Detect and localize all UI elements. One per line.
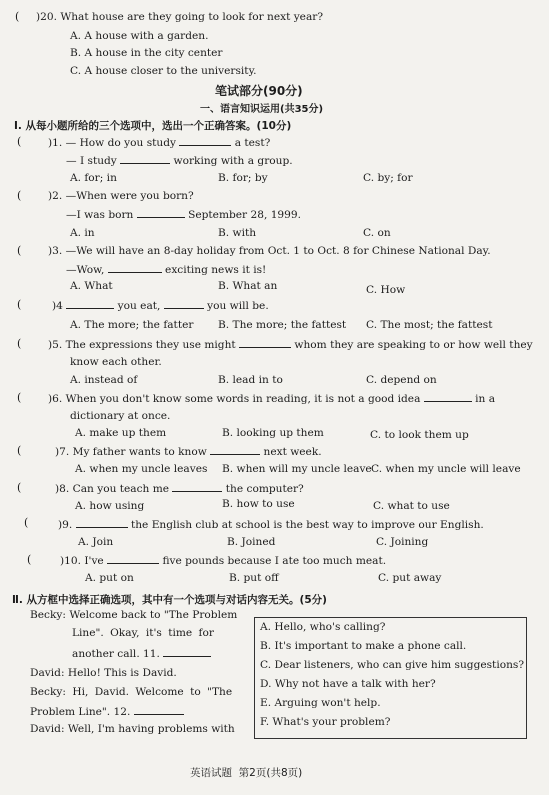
- page-footer: 英语试题 第2页(共8页): [190, 767, 303, 779]
- answer-paren[interactable]: (: [17, 444, 22, 457]
- q9-line1: )9. the English club at school is the best way to improve our English.: [58, 519, 484, 531]
- q20-option-b: B. A house in the city center: [70, 47, 223, 59]
- answer-paren[interactable]: (: [17, 481, 22, 494]
- answer-paren[interactable]: (: [17, 391, 22, 404]
- q8-option-a: A. how using: [75, 500, 145, 512]
- q3-option-c: C. How: [366, 284, 406, 296]
- option-item: D. Why not have a talk with her?: [260, 678, 436, 690]
- q10-option-c: C. put away: [378, 572, 442, 584]
- q9-option-a: A. Join: [78, 536, 114, 548]
- q8-line1: )8. Can you teach me the computer?: [55, 483, 304, 495]
- q6-option-a: A. make up them: [75, 427, 167, 439]
- q7-line1: )7. My father wants to know next week.: [55, 446, 322, 458]
- q20-stem: )20. What house are they going to look for next year?: [36, 11, 324, 23]
- q5-line2: know each other.: [70, 356, 162, 368]
- q1-option-a: A. for; in: [70, 172, 117, 184]
- answer-paren[interactable]: (: [24, 516, 29, 529]
- option-item: C. Dear listeners, who can give him suggestions?: [260, 659, 525, 671]
- answer-paren[interactable]: (: [27, 553, 32, 566]
- dialog-line: Line". Okay, it's time for: [72, 627, 214, 639]
- q4-option-a: A. The more; the fatter: [70, 319, 194, 331]
- q5-line1: )5. The expressions they use might whom they are speaking to or how well they: [48, 339, 533, 351]
- dialog-line: Problem Line". 12.: [30, 705, 184, 718]
- q4-line1: )4 you eat, you will be.: [52, 300, 269, 312]
- q10-line1: )10. I've five pounds because I ate too much meat.: [60, 555, 387, 567]
- q1-option-b: B. for; by: [218, 172, 268, 184]
- subsection-title: 一、语言知识运用(共35分): [200, 104, 324, 115]
- answer-paren[interactable]: (: [17, 244, 22, 257]
- answer-paren[interactable]: (: [17, 337, 22, 350]
- part2-instruction: Ⅱ. 从方框中选择正确选项，其中有一个选项与对话内容无关。(5分): [12, 594, 327, 606]
- q3-line2: —Wow, exciting news it is!: [66, 264, 267, 276]
- option-item: B. It's important to make a phone call.: [260, 640, 467, 652]
- answer-paren[interactable]: (: [17, 135, 22, 148]
- q10-option-b: B. put off: [229, 572, 279, 584]
- dialog-line: David: Well, I'm having problems with: [30, 723, 235, 735]
- q10-option-a: A. put on: [85, 572, 134, 584]
- q1-line2: — I study working with a group.: [66, 155, 293, 167]
- q7-option-c: C. when my uncle will leave: [371, 463, 521, 475]
- q6-option-b: B. looking up them: [222, 427, 324, 439]
- q1-line1: )1. — How do you study a test?: [48, 137, 271, 149]
- q5-option-c: C. depend on: [366, 374, 437, 386]
- q5-option-b: B. lead in to: [218, 374, 283, 386]
- q2-option-a: A. in: [70, 227, 95, 239]
- q1-option-c: C. by; for: [363, 172, 413, 184]
- q7-option-a: A. when my uncle leaves: [75, 463, 208, 475]
- q7-option-b: B. when will my uncle leave: [222, 463, 372, 475]
- option-item: A. Hello, who's calling?: [260, 621, 386, 633]
- q9-option-b: B. Joined: [227, 536, 276, 548]
- q8-option-b: B. how to use: [222, 498, 295, 510]
- q6-option-c: C. to look them up: [370, 429, 469, 441]
- answer-paren[interactable]: (: [17, 298, 22, 311]
- dialog-line: David: Hello! This is David.: [30, 667, 177, 679]
- q9-option-c: C. Joining: [376, 536, 429, 548]
- q3-option-b: B. What an: [218, 280, 278, 292]
- q8-option-c: C. what to use: [373, 500, 450, 512]
- q20-option-c: C. A house closer to the university.: [70, 65, 257, 77]
- q3-line1: )3. —We will have an 8-day holiday from Oct. 1 to Oct. 8 for Chinese National Day.: [48, 245, 491, 257]
- q5-option-a: A. instead of: [70, 374, 138, 386]
- dialog-line: Becky: Welcome back to "The Problem: [30, 609, 238, 621]
- section-title: 笔试部分(90分): [215, 84, 303, 98]
- q2-option-b: B. with: [218, 227, 257, 239]
- q6-line1: )6. When you don't know some words in reading, it is not a good idea in a: [48, 393, 496, 405]
- dialog-line: another call. 11.: [72, 647, 211, 660]
- option-item: F. What's your problem?: [260, 716, 391, 728]
- q6-line2: dictionary at once.: [70, 410, 171, 422]
- answer-paren[interactable]: (: [15, 10, 20, 23]
- q4-option-b: B. The more; the fattest: [218, 319, 347, 331]
- part1-instruction: Ⅰ. 从每小题所给的三个选项中，选出一个正确答案。(10分): [14, 120, 292, 132]
- option-item: E. Arguing won't help.: [260, 697, 381, 709]
- answer-paren[interactable]: (: [17, 189, 22, 202]
- q2-line2: —I was born September 28, 1999.: [66, 209, 302, 221]
- q20-option-a: A. A house with a garden.: [70, 30, 209, 42]
- q3-option-a: A. What: [70, 280, 113, 292]
- q4-option-c: C. The most; the fattest: [366, 319, 493, 331]
- dialog-line: Becky: Hi, David. Welcome to "The: [30, 686, 233, 698]
- q2-line1: )2. —When were you born?: [48, 190, 194, 202]
- q2-option-c: C. on: [363, 227, 391, 239]
